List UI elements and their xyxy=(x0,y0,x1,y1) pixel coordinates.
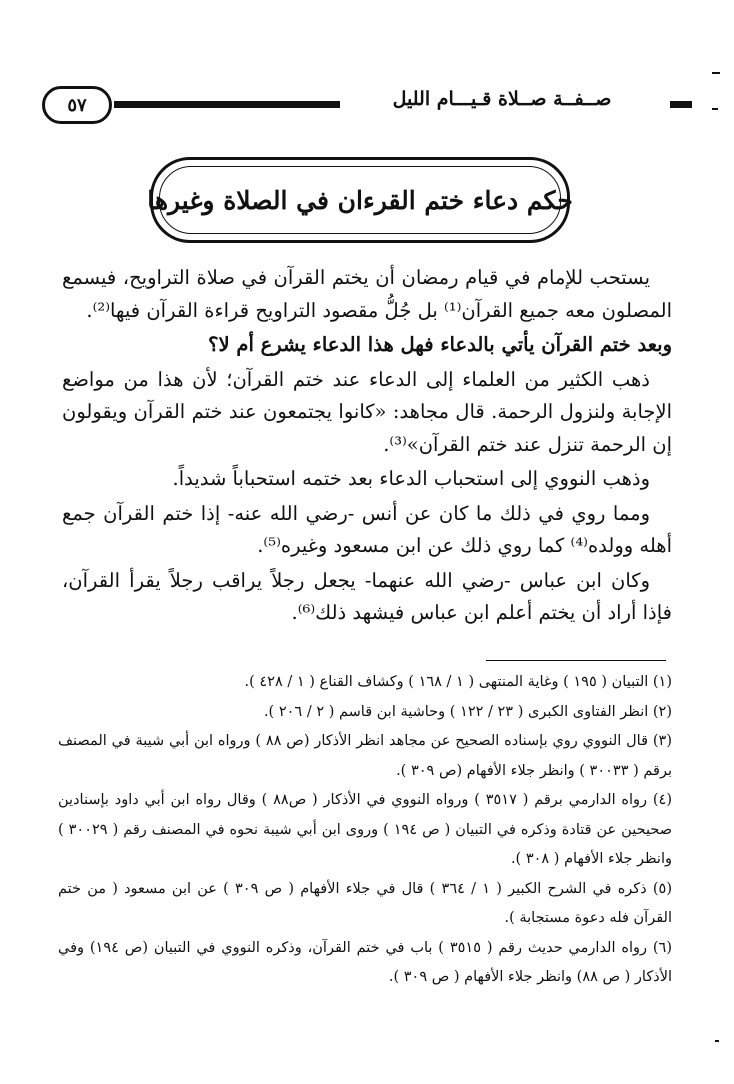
footnotes xyxy=(58,668,672,993)
body-text xyxy=(62,262,672,632)
paragraph: وذهب النووي إلى استحباب الدعاء بعد ختمه استحباباً شديداً. xyxy=(172,467,650,490)
paragraph: ذهب الكثير من العلماء إلى الدعاء عند ختم القرآن؛ لأن هذا من مواضع الإجابة ولنزول الرحمة. قال مجاهد: «كانوا يجتمعون عند ختم القرآن ويقولون إن الرحمة تنزل عند ختم القرآن»⁽³⁾. xyxy=(62,367,672,456)
chapter-title: حكم دعاء ختم القرءان في الصلاة وغيرها xyxy=(147,185,573,215)
running-title: صــفــة صــلاة قـيـــام الليل xyxy=(392,88,612,110)
margin-mark xyxy=(715,1040,719,1042)
footnote-separator xyxy=(486,660,666,661)
margin-mark xyxy=(712,72,720,74)
paragraph: ومما روي في ذلك ما كان عن أنس -رضي الله عنه- إذا ختم القرآن جمع أهله وولده⁽⁴⁾ كما روي ذلك عن ابن مسعود وغيره⁽⁵⁾. xyxy=(62,501,672,557)
footnote: (٥) ذكره في الشرح الكبير ( ١ / ٣٦٤ ) قال في جلاء الأفهام ( ص ٣٠٩ ) عن ابن مسعود ( من ختم القرآن فله دعوة مستجابة ). xyxy=(58,880,672,926)
footnote: (١) التبيان ( ١٩٥ ) وغاية المنتهى ( ١ / ١٦٨ ) وكشاف القناع ( ١ / ٤٢٨ ). xyxy=(244,674,672,690)
footnote: (٤) رواه الدارمي برقم ( ٣٥١٧ ) ورواه النووي في الأذكار ( ص٨٨ ) وقال رواه ابن أبي داود بإسنادين صحيحين عن قتادة وذكره في التبيان ( ص ١٩٤ ) وروى ابن أبي شيبة نحوه في المصنف رقم ( ٣٠٠٢٩ ) وانظر جلاء الأفهام ( ٣٠٨ ). xyxy=(58,792,673,867)
margin-mark xyxy=(712,108,718,110)
running-header xyxy=(42,86,692,126)
chapter-title-frame xyxy=(147,157,573,243)
page-number: ٥٧ xyxy=(42,86,112,124)
question-paragraph: وبعد ختم القرآن يأتي بالدعاء فهل هذا الدعاء يشرع أم لا؟ xyxy=(208,333,672,356)
paragraph: وكان ابن عباس -رضي الله عنهما- يجعل رجلاً يراقب رجلاً يقرأ القرآن، فإذا أراد أن يختم أعلم ابن عباس فيشهد ذلك⁽⁶⁾. xyxy=(62,568,672,624)
footnote: (٢) انظر الفتاوى الكبرى ( ٢٣ / ١٢٢ ) وحاشية ابن قاسم ( ٢ / ٢٠٦ ). xyxy=(263,703,672,720)
paragraph: يستحب للإمام في قيام رمضان أن يختم القرآن في صلاة التراويح، فيسمع المصلون معه جميع القرآن⁽¹⁾ بل جُلُّ مقصود التراويح قراءة القرآن فيها⁽²⁾. xyxy=(62,266,672,322)
footnote: (٦) رواه الدارمي حديث رقم ( ٣٥١٥ ) باب في ختم القرآن، وذكره النووي في التبيان (ص ١٩٤) وفي الأذكار ( ص ٨٨) وانظر جلاء الأفهام ( ص ٣٠٩ ). xyxy=(58,939,672,985)
footnote: (٣) قال النووي روي بإسناده الصحيح عن مجاهد انظر الأذكار (ص ٨٨ ) ورواه ابن أبي شيبة في المصنف برقم ( ٣٠٠٣٣ ) وانظر جلاء الأفهام (ص ٣٠٩ ). xyxy=(58,733,672,779)
